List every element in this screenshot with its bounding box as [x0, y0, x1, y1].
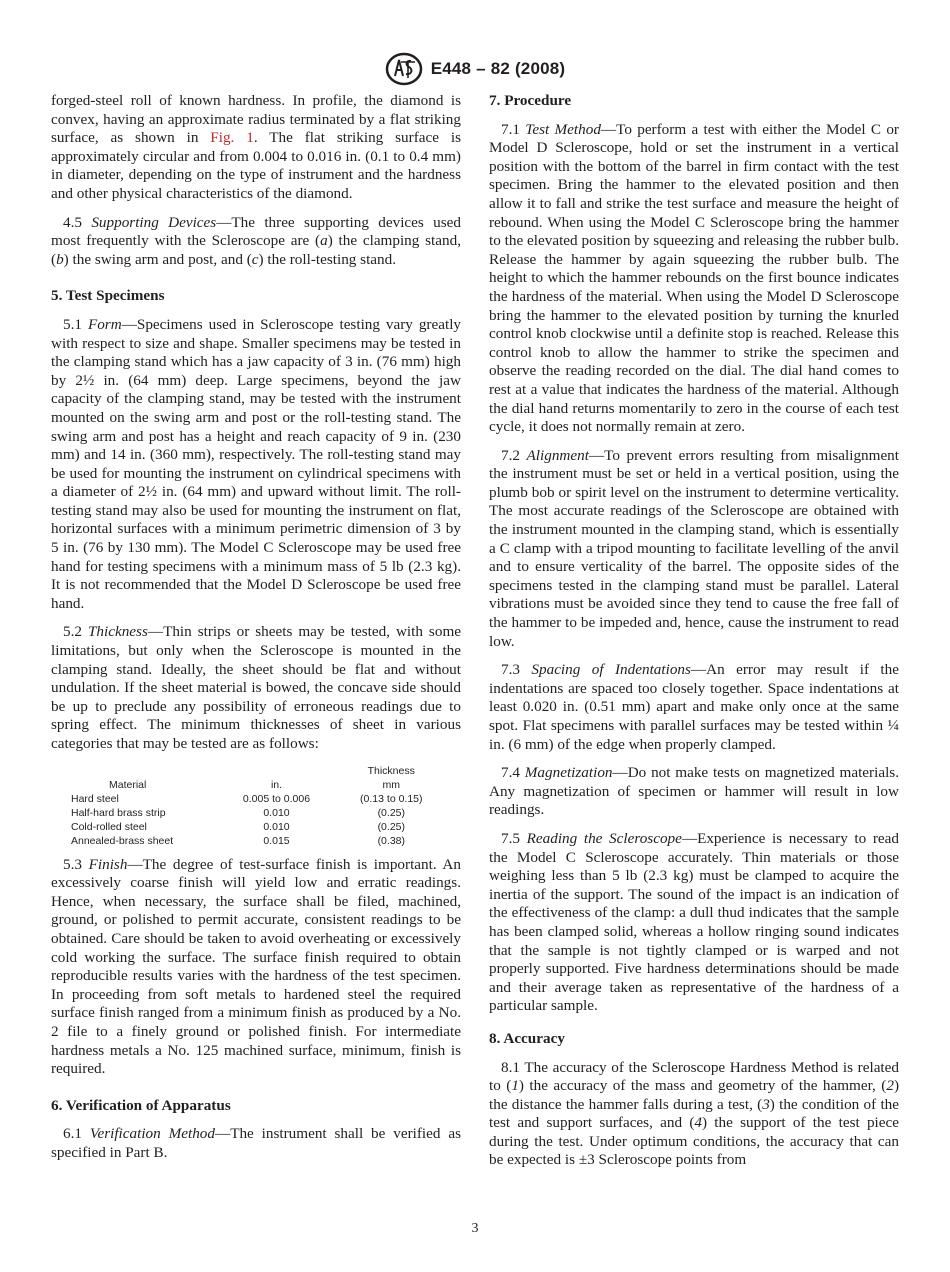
thickness-table	[51, 764, 461, 848]
paragraph-7-4: 7.4 Magnetization—Do not make tests on magnetized materials. Any magnetization of specimen or hammer will result in low readings.	[489, 764, 899, 819]
paragraph-5-2: 5.2 Thickness—Thin strips or sheets may be tested, with some limitations, but only when the Scleroscope is mounted in the clamping stand. Ideally, the sheet should be flat and without undulation. If the sheet material is bowed, the concave side should be up to preclude any possibility of erroneous readings due to spring effect. The minimum thicknesses of sheet in various categories that may be tested are as follows:	[51, 623, 461, 752]
paragraph-6-1: 6.1 Verification Method—The instrument shall be verified as specified in Part B.	[51, 1125, 462, 1161]
mm-header: mm	[382, 778, 401, 791]
paragraph-5-1: 5.1 Form—Specimens used in Scleroscope testing vary greatly with respect to size and shape. Smaller specimens may be tested in the clamping stand which has a jaw capacity of 3 in. (76 mm) high by 2½ in. (64 mm) deep. Large specimens, beyond the jaw capacity of the clamping stand, may be tested with the instrument mounted on the swing arm and post or the roll-testing stand. The swing arm and post has a height and reach capacity of 9 in. (230 mm) and 14 in. (360 mm), respectively. The roll-testing stand may be used for mounting the instrument on cylindrical specimens with a diameter of 2½ in. (64 mm) and upward without limit. The roll-testing stand may also be used for mounting the instrument on flat, horizontal surfaces with a minimum perimetric dimension of 3 by 5 in. (76 by 130 mm). The Model C Scleroscope may be used free hand for testing specimens with a minimum mass of 5 lb (2.3 kg). It is not recommended that the Model D Scleroscope be used free hand.	[51, 315, 462, 612]
inch-header: in.	[270, 778, 283, 791]
table-row: Annealed-brass sheet 0.015 (0.38)	[71, 834, 405, 847]
paragraph-7-1: 7.1 Test Method—To perform a test with either the Model C or Model D Scleroscope, hold or set the instrument in a vertical position with the bottom of the barrel in firm contact with the test specimen. Bring the hammer to the elevated position and then allow it to fall and strike the test surface and measure the height of rebound. When using the Model C Scleroscope bring the hammer to the elevated position by squeezing and releasing the rubber bulb. Release the hammer by again squeezing the rubber bulb. The height to which the hammer rebounds on the first bounce indicates the hardness of the material. When using the Model D Scleroscope bring the hammer to the elevated position by turning the knurled control knob clockwise until a definite stop is reached. Release this control knob to allow the hammer to strike the specimen and observe the reading recorded on the dial. The dial hand comes to rest at a value that indicates the hardness of the material. Although the dial hand returns momentarily to zero in the course of each test cycle, it does not normally remain at zero.	[489, 120, 899, 436]
thickness-header: Thickness	[367, 764, 415, 777]
page-header	[0, 52, 950, 91]
table-header-row	[51, 778, 461, 792]
paragraph-7-2: 7.2 Alignment—To prevent errors resulting from misalignment the instrument must be set or held in a vertical position, using the plumb bob or spirit level on the instrument to determine verticality. The most accurate readings of the Scleroscope are obtained with the instrument mounted in the clamping stand, which is essentially a C clamp with a tripod mounting to facilitate levelling of the anvil and to ensure verticality of the barrel. The opposite sides of the specimens tested in the clamping stand must be parallel. Lateral vibrations must be avoided since they tend to cause the free fall of the hammer to be impeded and, hence, cause the instrument to read low.	[489, 446, 899, 650]
section-heading-8: 8. Accuracy	[489, 1029, 565, 1047]
section-heading-5: 5. Test Specimens	[51, 287, 165, 305]
paragraph-7-3: 7.3 Spacing of Indentations—An error may result if the indentations are spaced too closely together. Space indentations at least 0.020 in. (0.51 mm) apart and make only once at the same spot. Flat specimens with parallel surfaces may be tested within ¼ in. (6 mm) of the edge when properly clamped.	[489, 661, 899, 753]
table-row: Cold-rolled steel 0.010 (0.25)	[71, 820, 405, 833]
figure-1-link[interactable]: Fig. 1	[210, 129, 254, 147]
left-column	[51, 92, 461, 1173]
paragraph-7-5: 7.5 Reading the Scleroscope—Experience is necessary to read the Model C Scleroscope accurately. Thin materials or those weighing less than 5 lb (2.3 kg) must be clamped to acquire the inertia of the support. The sound of the impact is an indication of the effectiveness of the clamp: a dull thud indicates that the sample has been clamped solid, whereas a hollow ringing sound indicates that the sample is not tightly clamped or is warped and not properly supported. Five hardness determinations should be made and their average taken as representative of the hardness of a particular sample.	[489, 829, 900, 1015]
table-row: Half-hard brass strip 0.010 (0.25)	[71, 806, 405, 819]
right-column	[489, 92, 899, 1180]
material-header: Material	[109, 778, 147, 791]
paragraph-4-5: 4.5 Supporting Devices—The three supporting devices used most frequently with the Scleroscope are (a) the clamping stand, (b) the swing arm and post, and (c) the roll-testing stand.	[51, 213, 461, 268]
astm-logo-icon	[385, 52, 423, 86]
paragraph-continued: forged-steel roll of known hardness. In profile, the diamond is convex, having an approximate radius terminated by a flat striking surface, as shown in Fig. 1. The flat striking surface is approximately circular and from 0.004 to 0.016 in. (0.1 to 0.4 mm) in diameter, depending on the type of instrument and the hardness and other physical characteristics of the diamond.	[51, 92, 462, 202]
standard-designation: E448 – 82 (2008)	[430, 59, 566, 78]
table-group-header-row	[51, 764, 461, 778]
section-heading-6: 6. Verification of Apparatus	[51, 1096, 231, 1114]
table-row: Hard steel 0.005 to 0.006 (0.13 to 0.15)	[71, 792, 423, 805]
section-heading-7: 7. Procedure	[489, 92, 572, 109]
paragraph-8-1: 8.1 The accuracy of the Scleroscope Hardness Method is related to (1) the accuracy of the mass and geometry of the hammer, (2) the distance the hammer falls during a test, (3) the condition of the test and support surfaces, and (4) the support of the test piece during the test. Under optimum conditions, the accuracy that can be expected is ±3 Scleroscope points from	[489, 1058, 899, 1169]
page-number: 3	[471, 1221, 479, 1236]
paragraph-5-3: 5.3 Finish—The degree of test-surface finish is important. An excessively coarse finish will yield low and erratic readings. Hence, when necessary, the surface shall be filed, machined, ground, or polished to permit accurate, consistent readings to be obtained. Care should be taken to avoid overheating or excessively cold working the surface. The surface finish required to obtain reproducible results varies with the hardness of the test specimen. In proceeding from soft metals to hardened steel the required surface finish ranged from a minimum finish as produced by a No. 2 file to a finely ground or polished finish. For intermediate hardness metals a No. 125 machined surface, minimum, finish is required.	[51, 855, 461, 1078]
